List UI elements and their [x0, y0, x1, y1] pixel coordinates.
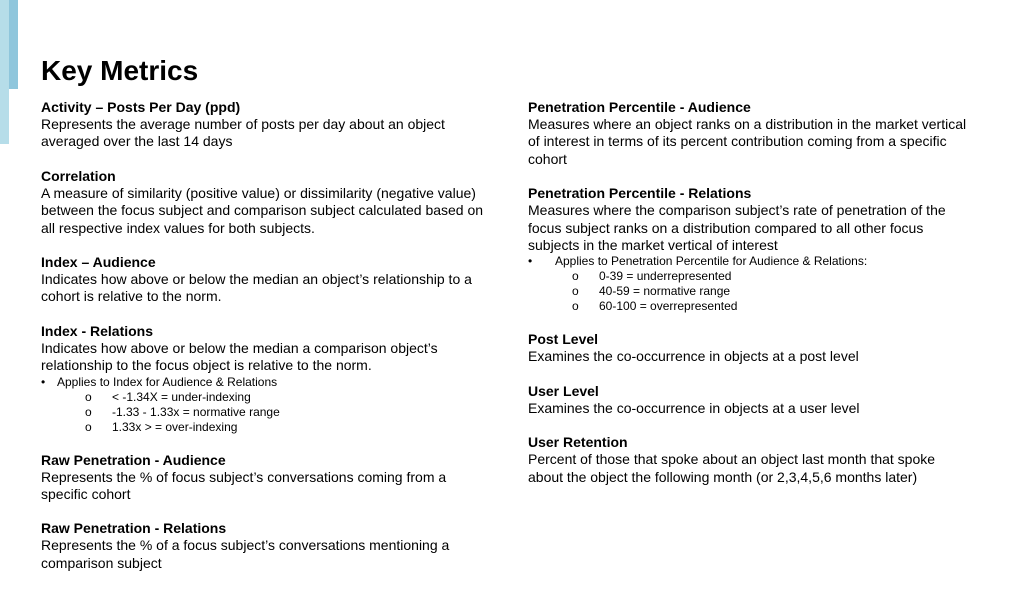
metric-user-level — [528, 383, 973, 417]
metric-heading: Index - Relations — [41, 322, 154, 339]
metric-body: Represents the average number of posts per day about an object averaged over the last 14 days — [41, 116, 445, 150]
accent-bar-light — [0, 0, 9, 144]
sub-bullet-glyph: o — [572, 284, 579, 299]
sub-item-text: -1.33 - 1.33x = normative range — [112, 404, 280, 419]
sub-item — [528, 299, 973, 314]
left-column — [41, 99, 491, 589]
metric-penetration-percentile-audience — [528, 99, 973, 168]
metric-penetration-percentile-relations — [528, 185, 973, 314]
metric-user-retention — [528, 434, 973, 486]
metric-body: Measures where an object ranks on a distribution in the market vertical of interest in terms of its percent contribution coming from a specific cohort — [528, 116, 967, 167]
bullet-item — [41, 375, 491, 390]
metric-heading: Post Level — [528, 331, 599, 348]
sub-item-text: < -1.34X = under-indexing — [112, 389, 251, 404]
metric-body: Examines the co-occurrence in objects at a user level — [528, 399, 860, 416]
metric-heading: Correlation — [41, 167, 116, 184]
metric-body: Represents the % of a focus subject’s conversations mentioning a comparison subject — [41, 537, 450, 571]
metric-body: Indicates how above or below the median an object’s relationship to a cohort is relative to the norm. — [41, 271, 472, 305]
metric-heading: Penetration Percentile - Relations — [528, 185, 752, 202]
page-title: Key Metrics — [41, 55, 199, 86]
bullet-text: Applies to Index for Audience & Relations — [57, 374, 278, 389]
metric-raw-penetration-audience — [41, 452, 491, 504]
sub-bullet-glyph: o — [85, 404, 92, 419]
sub-item — [528, 284, 973, 299]
metric-body: A measure of similarity (positive value) or dissimilarity (negative value) between the focus subject and comparison subject calculated based on all respective index values for both subjects. — [41, 184, 484, 236]
metric-body: Indicates how above or below the median a comparison object’s relationship to the focus object is relative to the norm. — [41, 339, 438, 374]
sub-item-text: 1.33x > = over-indexing — [112, 419, 238, 434]
metric-heading: Raw Penetration - Audience — [41, 451, 226, 468]
metric-heading: Index – Audience — [41, 254, 156, 271]
metric-heading: Penetration Percentile - Audience — [528, 99, 751, 115]
sub-bullet-glyph: o — [572, 299, 579, 314]
metric-body: Examines the co-occurrence in objects at a post level — [528, 348, 859, 365]
metric-raw-penetration-relations — [41, 520, 491, 572]
sub-item — [528, 269, 973, 284]
metric-heading: User Level — [528, 382, 599, 399]
metric-body: Measures where the comparison subject’s rate of penetration of the focus subject ranks on a distribution compared to all other focus subjects in the market vertical of interest — [528, 202, 946, 254]
sub-item — [41, 390, 491, 405]
metric-correlation — [41, 168, 491, 237]
bullet-glyph: • — [528, 254, 533, 269]
sub-bullet-glyph: o — [85, 419, 92, 434]
metric-index-audience — [41, 254, 491, 306]
metric-index-relations — [41, 323, 491, 435]
right-column — [528, 99, 973, 503]
sub-bullet-glyph: o — [572, 269, 579, 284]
bullet-glyph: • — [41, 374, 46, 389]
metric-body: Percent of those that spoke about an object last month that spoke about the object the following month (or 2,3,4,5,6 months later) — [528, 451, 936, 485]
sub-item — [41, 420, 491, 435]
sub-item-text: 40-59 = normative range — [599, 284, 731, 299]
sub-item — [41, 405, 491, 420]
metric-heading: Activity – Posts Per Day (ppd) — [41, 99, 241, 115]
metric-body: Represents the % of focus subject’s conversations coming from a specific cohort — [41, 468, 447, 503]
bullet-item — [528, 254, 973, 269]
sub-item-text: 0-39 = underrepresented — [599, 269, 732, 284]
accent-bar-dark — [9, 0, 18, 89]
sub-bullet-glyph: o — [85, 389, 92, 404]
metric-activity — [41, 99, 491, 151]
bullet-text: Applies to Penetration Percentile for Audience & Relations: — [555, 254, 868, 269]
sub-item-text: 60-100 = overrepresented — [599, 299, 738, 314]
metric-heading: Raw Penetration - Relations — [41, 520, 227, 537]
metric-post-level — [528, 331, 973, 365]
metric-heading: User Retention — [528, 434, 628, 451]
